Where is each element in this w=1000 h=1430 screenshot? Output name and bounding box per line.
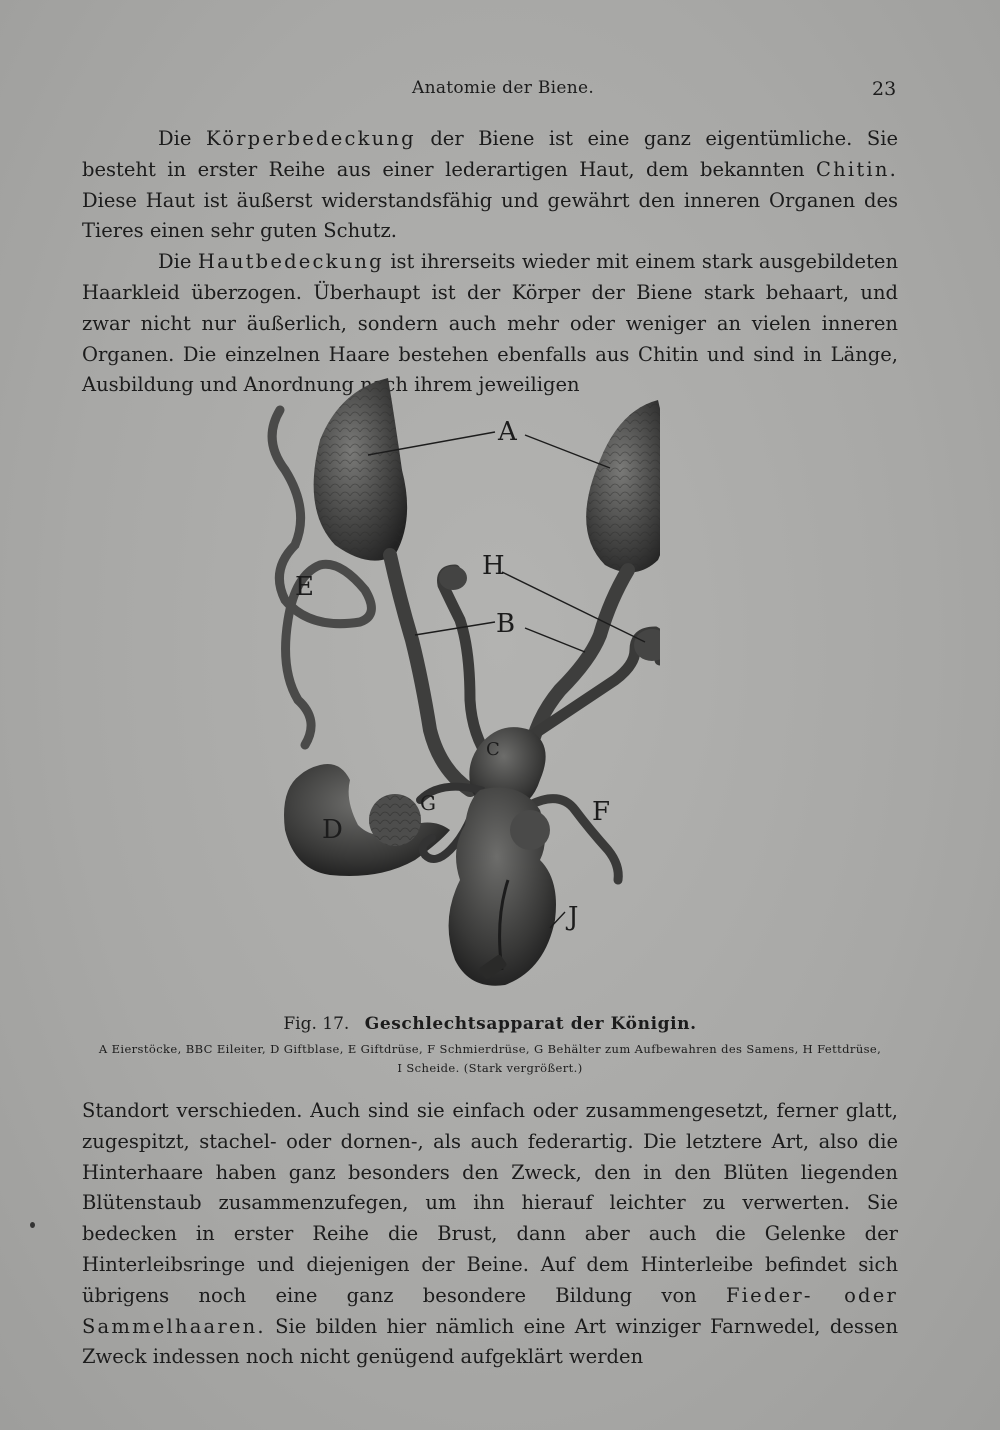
emphasized-term: Fieder- oder Sammelhaaren. bbox=[82, 1283, 898, 1338]
paragraph-text: ist ihrerseits wieder mit einem stark ausgebildeten Haarkleid überzogen. Überhaupt ist der Körper der Biene stark behaart, und zwar nicht nur äußerlich, sondern auch mehr oder weniger an vielen inneren Organen. Die einzelnen Haare bestehen ebenfalls aus Chitin und sind in Länge, Ausbildung und Anordnung nach ihrem jeweiligen bbox=[82, 250, 899, 397]
paragraph-lead-word: Die bbox=[158, 127, 192, 150]
figure-number: Fig. 17. bbox=[283, 1014, 350, 1034]
body-text-bottom bbox=[82, 1096, 898, 1373]
fat-gland-h bbox=[443, 570, 491, 760]
paragraph-text: der Biene ist eine ganz eigentümliche. Sie besteht in erster Reihe aus einer lederartigen Haut, dem bekannten bbox=[82, 127, 898, 181]
caption-legend bbox=[82, 1040, 898, 1078]
paragraph-koerperbedeckung bbox=[82, 124, 898, 247]
paragraph-text: Sie bilden hier nämlich eine Art winziger Farnwedel, dessen Zweck indessen noch nicht genügend aufgeklärt werden bbox=[82, 1314, 899, 1369]
label-j: J bbox=[568, 902, 579, 932]
running-title: Anatomie der Biene. bbox=[412, 78, 595, 98]
caption-title-line bbox=[82, 1014, 898, 1034]
label-c: C bbox=[486, 739, 500, 760]
reproductive-organs-illustration bbox=[240, 360, 660, 1010]
paragraph-text: Diese Haut ist äußerst widerstandsfähig und gewährt den inneren Organen des Tieres einen sehr guten Schutz. bbox=[82, 188, 898, 243]
label-f: F bbox=[592, 797, 611, 827]
label-b: B bbox=[496, 609, 516, 639]
emphasized-term: Körperbedeckung bbox=[205, 127, 416, 150]
left-oviduct bbox=[390, 555, 470, 790]
ink-spot bbox=[30, 1222, 35, 1228]
emphasized-term: Chitin. bbox=[816, 157, 898, 181]
figure-illustration bbox=[240, 360, 660, 1010]
paragraph-lead-word: Die bbox=[158, 250, 192, 274]
page-number: 23 bbox=[872, 78, 897, 100]
paragraph-text: Standort verschieden. Auch sind sie einfach oder zusammengesetzt, ferner glatt, zugespitzt, stachel- oder dornen-, als auch federartig. Die letztere Art, also die Hinterhaare haben ganz besonders den Zweck, den in den Blüten liegenden Blütenstaub zusammenzufegen, um ihn hierauf leichter zu verwerten. Sie bedecken in erster Reihe die Brust, dann aber auch die Gelenke der Hinterleibsringe und diejenigen der Beine. Auf dem Hinterleibe befindet sich übrigens noch eine ganz besondere Bildung von bbox=[82, 1099, 898, 1307]
paragraph-continued bbox=[82, 1096, 898, 1373]
label-g: G bbox=[420, 791, 436, 815]
legend-line-1: A Eierstöcke, BBC Eileiter, D Giftblase, E Giftdrüse, F Schmierdrüse, G Behälter zum Aufbewahren des Samens, H Fettdrüse, bbox=[98, 1042, 882, 1056]
label-a: A bbox=[498, 417, 517, 447]
figure-title: Geschlechtsapparat der Königin. bbox=[364, 1014, 697, 1034]
label-d: D bbox=[322, 815, 343, 845]
legend-line-2: I Scheide. (Stark vergrößert.) bbox=[397, 1061, 583, 1075]
label-e: E bbox=[295, 572, 314, 602]
label-h: H bbox=[482, 551, 505, 581]
figure-caption bbox=[82, 1014, 898, 1078]
emphasized-term: Hautbedeckung bbox=[197, 250, 384, 274]
